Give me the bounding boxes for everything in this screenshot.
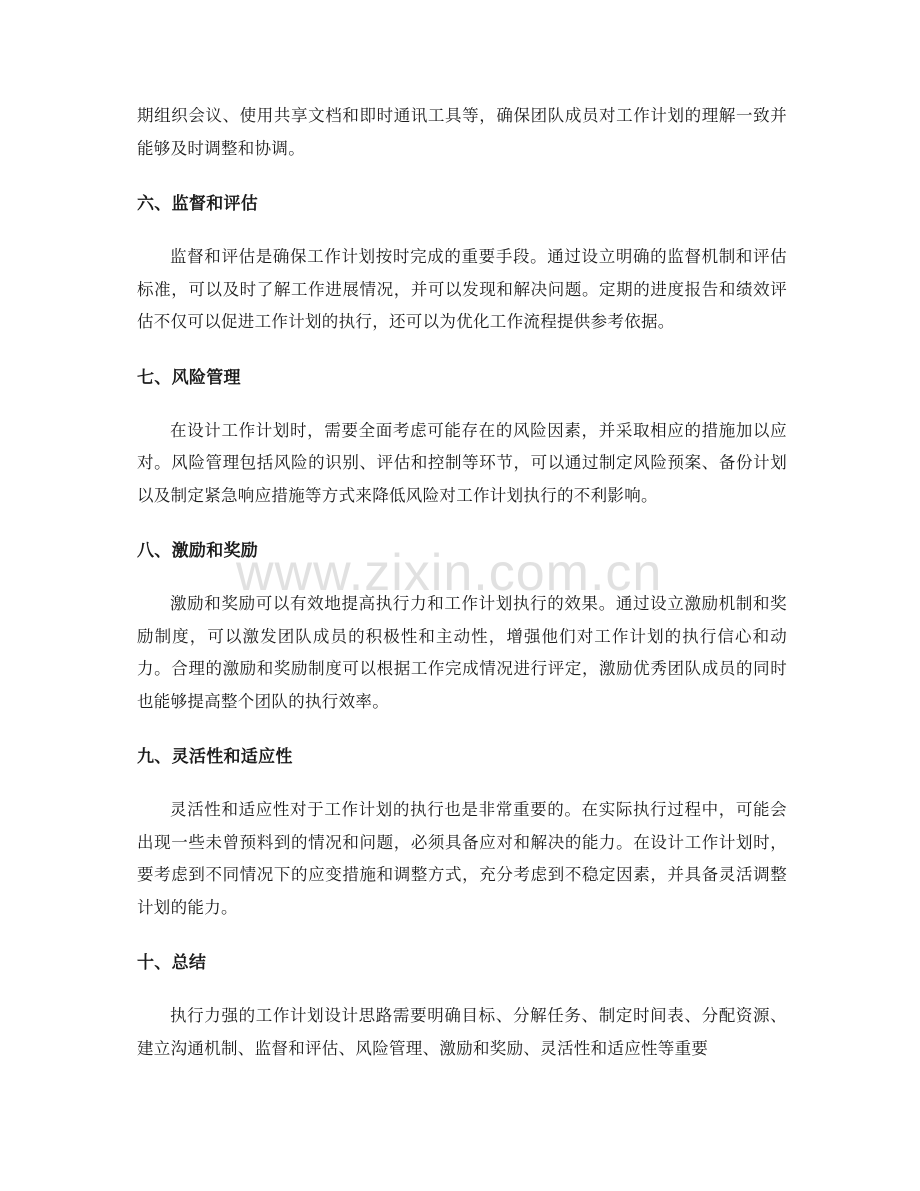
section-body-7: 在设计工作计划时，需要全面考虑可能存在的风险因素，并采取相应的措施加以应对。风险管理包括风险的识别、评估和控制等环节，可以通过制定风险预案、备份计划以及制定紧急响应措施等方式来降低风险对工作计划执行的不利影响。 [137, 420, 787, 505]
watermark: www.zixin.com.cn [236, 544, 663, 602]
intro-paragraph: 期组织会议、使用共享文档和即时通讯工具等，确保团队成员对工作计划的理解一致并能够及时调整和协调。 [137, 106, 787, 158]
section-heading-7: 七、风险管理 [137, 367, 241, 388]
document-body [137, 100, 787, 1065]
section-body-6: 监督和评估是确保工作计划按时完成的重要手段。通过设立明确的监督机制和评估标准，可以及时了解工作进展情况，并可以发现和解决问题。定期的进度报告和绩效评估不仅可以促进工作计划的执行，还可以为优化工作流程提供参考依据。 [137, 247, 787, 331]
section-heading-10: 十、总结 [137, 953, 207, 973]
section-body-10: 执行力强的工作计划设计思路需要明确目标、分解任务、制定时间表、分配资源、建立沟通机制、监督和评估、风险管理、激励和奖励、灵活性和适应性等重要 [137, 1006, 787, 1058]
section-body-8: 激励和奖励可以有效地提高执行力和工作计划执行的效果。通过设立激励机制和奖励制度，可以激发团队成员的积极性和主动性，增强他们对工作计划的执行信心和动力。合理的激励和奖励制度可以根据工作完成情况进行评定，激励优秀团队成员的同时也能够提高整个团队的执行效率。 [137, 594, 787, 711]
section-heading-9: 九、灵活性和适应性 [137, 747, 293, 767]
section-heading-6: 六、监督和评估 [137, 194, 259, 214]
section-heading-8: 八、激励和奖励 [137, 541, 259, 561]
section-body-9: 灵活性和适应性对于工作计划的执行也是非常重要的。在实际执行过程中，可能会出现一些未曾预料到的情况和问题，必须具备应对和解决的能力。在设计工作计划时，要考虑到不同情况下的应变措施和调整方式，充分考虑到不稳定因素，并具备灵活调整计划的能力。 [137, 800, 787, 917]
